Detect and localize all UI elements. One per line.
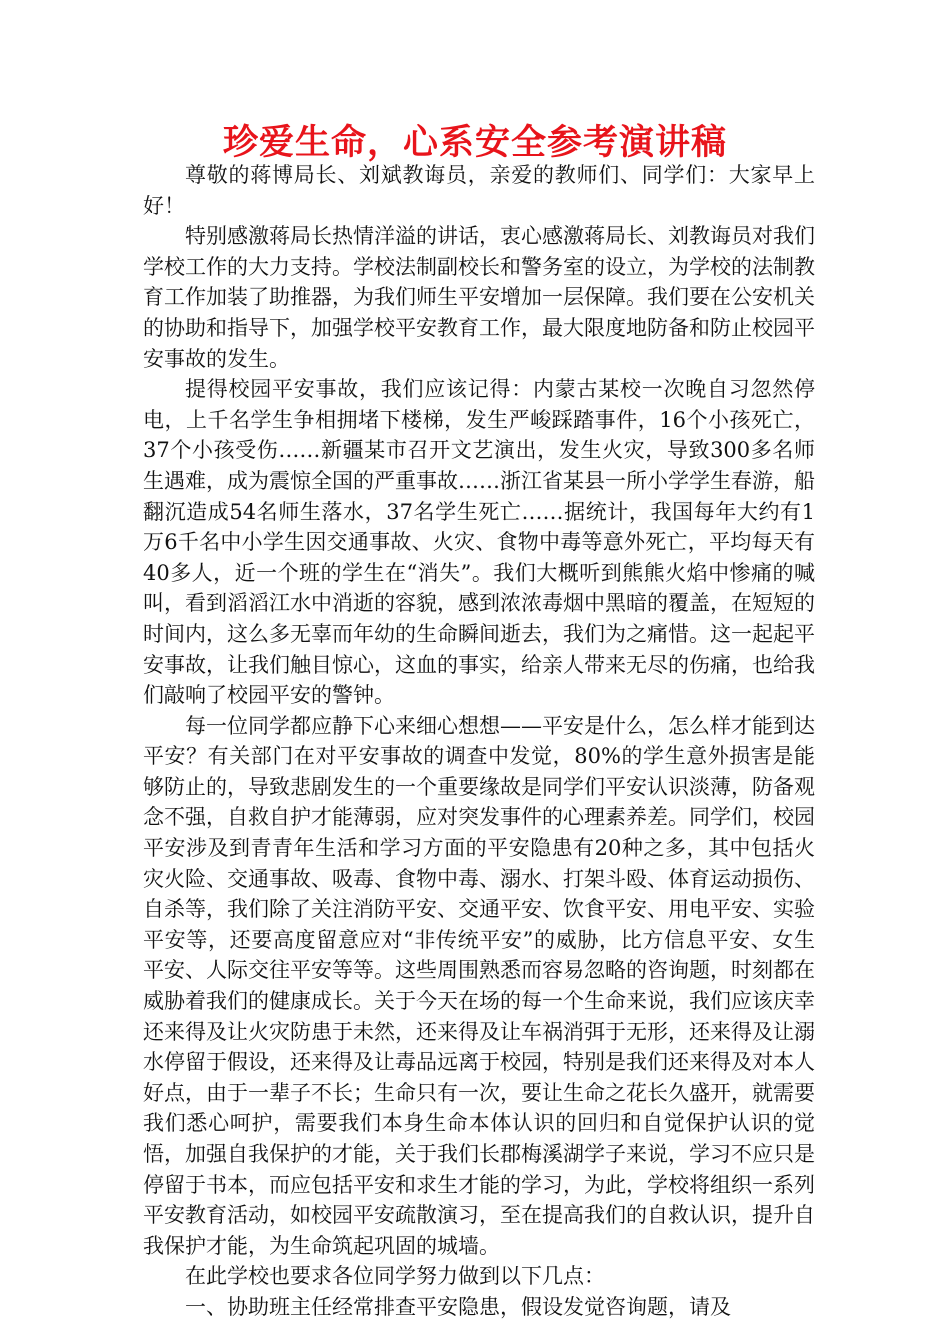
paragraph-accidents: 提得校园平安事故，我们应该记得：内蒙古某校一次晚自习忽然停电，上千名学生争相拥堵下楼梯，发生严峻踩踏事件，16个小孩死亡，37个小孩受伤……新疆某市召开文艺演出，发生火灾，导致300多名师生遇难，成为震惊全国的严重事故……浙江省某县一所小学学生春游，船翻沉造成54名师生落水，37名学生死亡……据统计，我国每年大约有1万6千名中小学生因交通事故、火灾、食物中毒等意外死亡，平均每天有40多人，近一个班的学生在“消失”。我们大概听到熊熊火焰中惨痛的喊叫，看到滔滔江水中消逝的容貌，感到浓浓毒烟中黑暗的覆盖，在短短的时间内，这么多无辜而年幼的生命瞬间逝去，我们为之痛惜。这一起起平安事故，让我们触目惊心，这血的事实，给亲人带来无尽的伤痛，也给我们敲响了校园平安的警钟。	[143, 377, 815, 708]
paragraph-requirement-one: 一、协助班主任经常排查平安隐患，假设发觉咨询题，请及	[185, 1294, 731, 1319]
paragraph-requirements-intro: 在此学校也要求各位同学努力做到以下几点：	[185, 1264, 605, 1289]
document-title: 珍爱生命，心系安全参考演讲稿	[222, 123, 727, 163]
paragraph-greeting: 尊敬的蒋博局长、刘斌教诲员，亲爱的教师们、同学们：大家早上好！	[143, 163, 815, 218]
paragraph-thanks: 特别感激蒋局长热情洋溢的讲话，衷心感激蒋局长、刘教诲员对我们学校工作的大力支持。学校法制副校长和警务室的设立，为学校的法制教育工作加装了助推器，为我们师生平安增加一层保障。我们要在公安机关的协助和指导下，加强学校平安教育工作，最大限度地防备和防止校园平安事故的发生。	[143, 224, 815, 371]
paragraph-safety-awareness: 每一位同学都应静下心来细心想想——平安是什么，怎么样才能到达平安？有关部门在对平安事故的调查中发觉，80%的学生意外损害是能够防止的，导致悲剧发生的一个重要缘故是同学们平安认识淡薄，防备观念不强，自救自护才能薄弱，应对突发事件的心理素养差。同学们，校园平安涉及到青青年生活和学习方面的平安隐患有20种之多，其中包括火灾火险、交通事故、吸毒、食物中毒、溺水、打架斗殴、体育运动损伤、自杀等，我们除了关注消防平安、交通平安、饮食平安、用电平安、实验平安等，还要高度留意应对“非传统平安”的威胁，比方信息平安、女生平安、人际交往平安等等。这些周围熟悉而容易忽略的咨询题，时刻都在威胁着我们的健康成长。关于今天在场的每一个生命来说，我们应该庆幸还来得及让火灾防患于未然，还来得及让车祸消弭于无形，还来得及让溺水停留于假设，还来得及让毒品远离于校园，特别是我们还来得及对本人好点，由于一辈子不长；生命只有一次，要让生命之花长久盛开，就需要我们悉心呵护，需要我们本身生命本体认识的回归和自觉保护认识的觉悟，加强自我保护的才能，关于我们长郡梅溪湖学子来说，学习不应只是停留于书本，而应包括平安和求生才能的学习，为此，学校将组织一系列平安教育活动，如校园平安疏散演习，至在提高我们的自救认识，提升自我保护才能，为生命筑起巩固的城墙。	[143, 713, 815, 1258]
document-body	[143, 160, 815, 1323]
